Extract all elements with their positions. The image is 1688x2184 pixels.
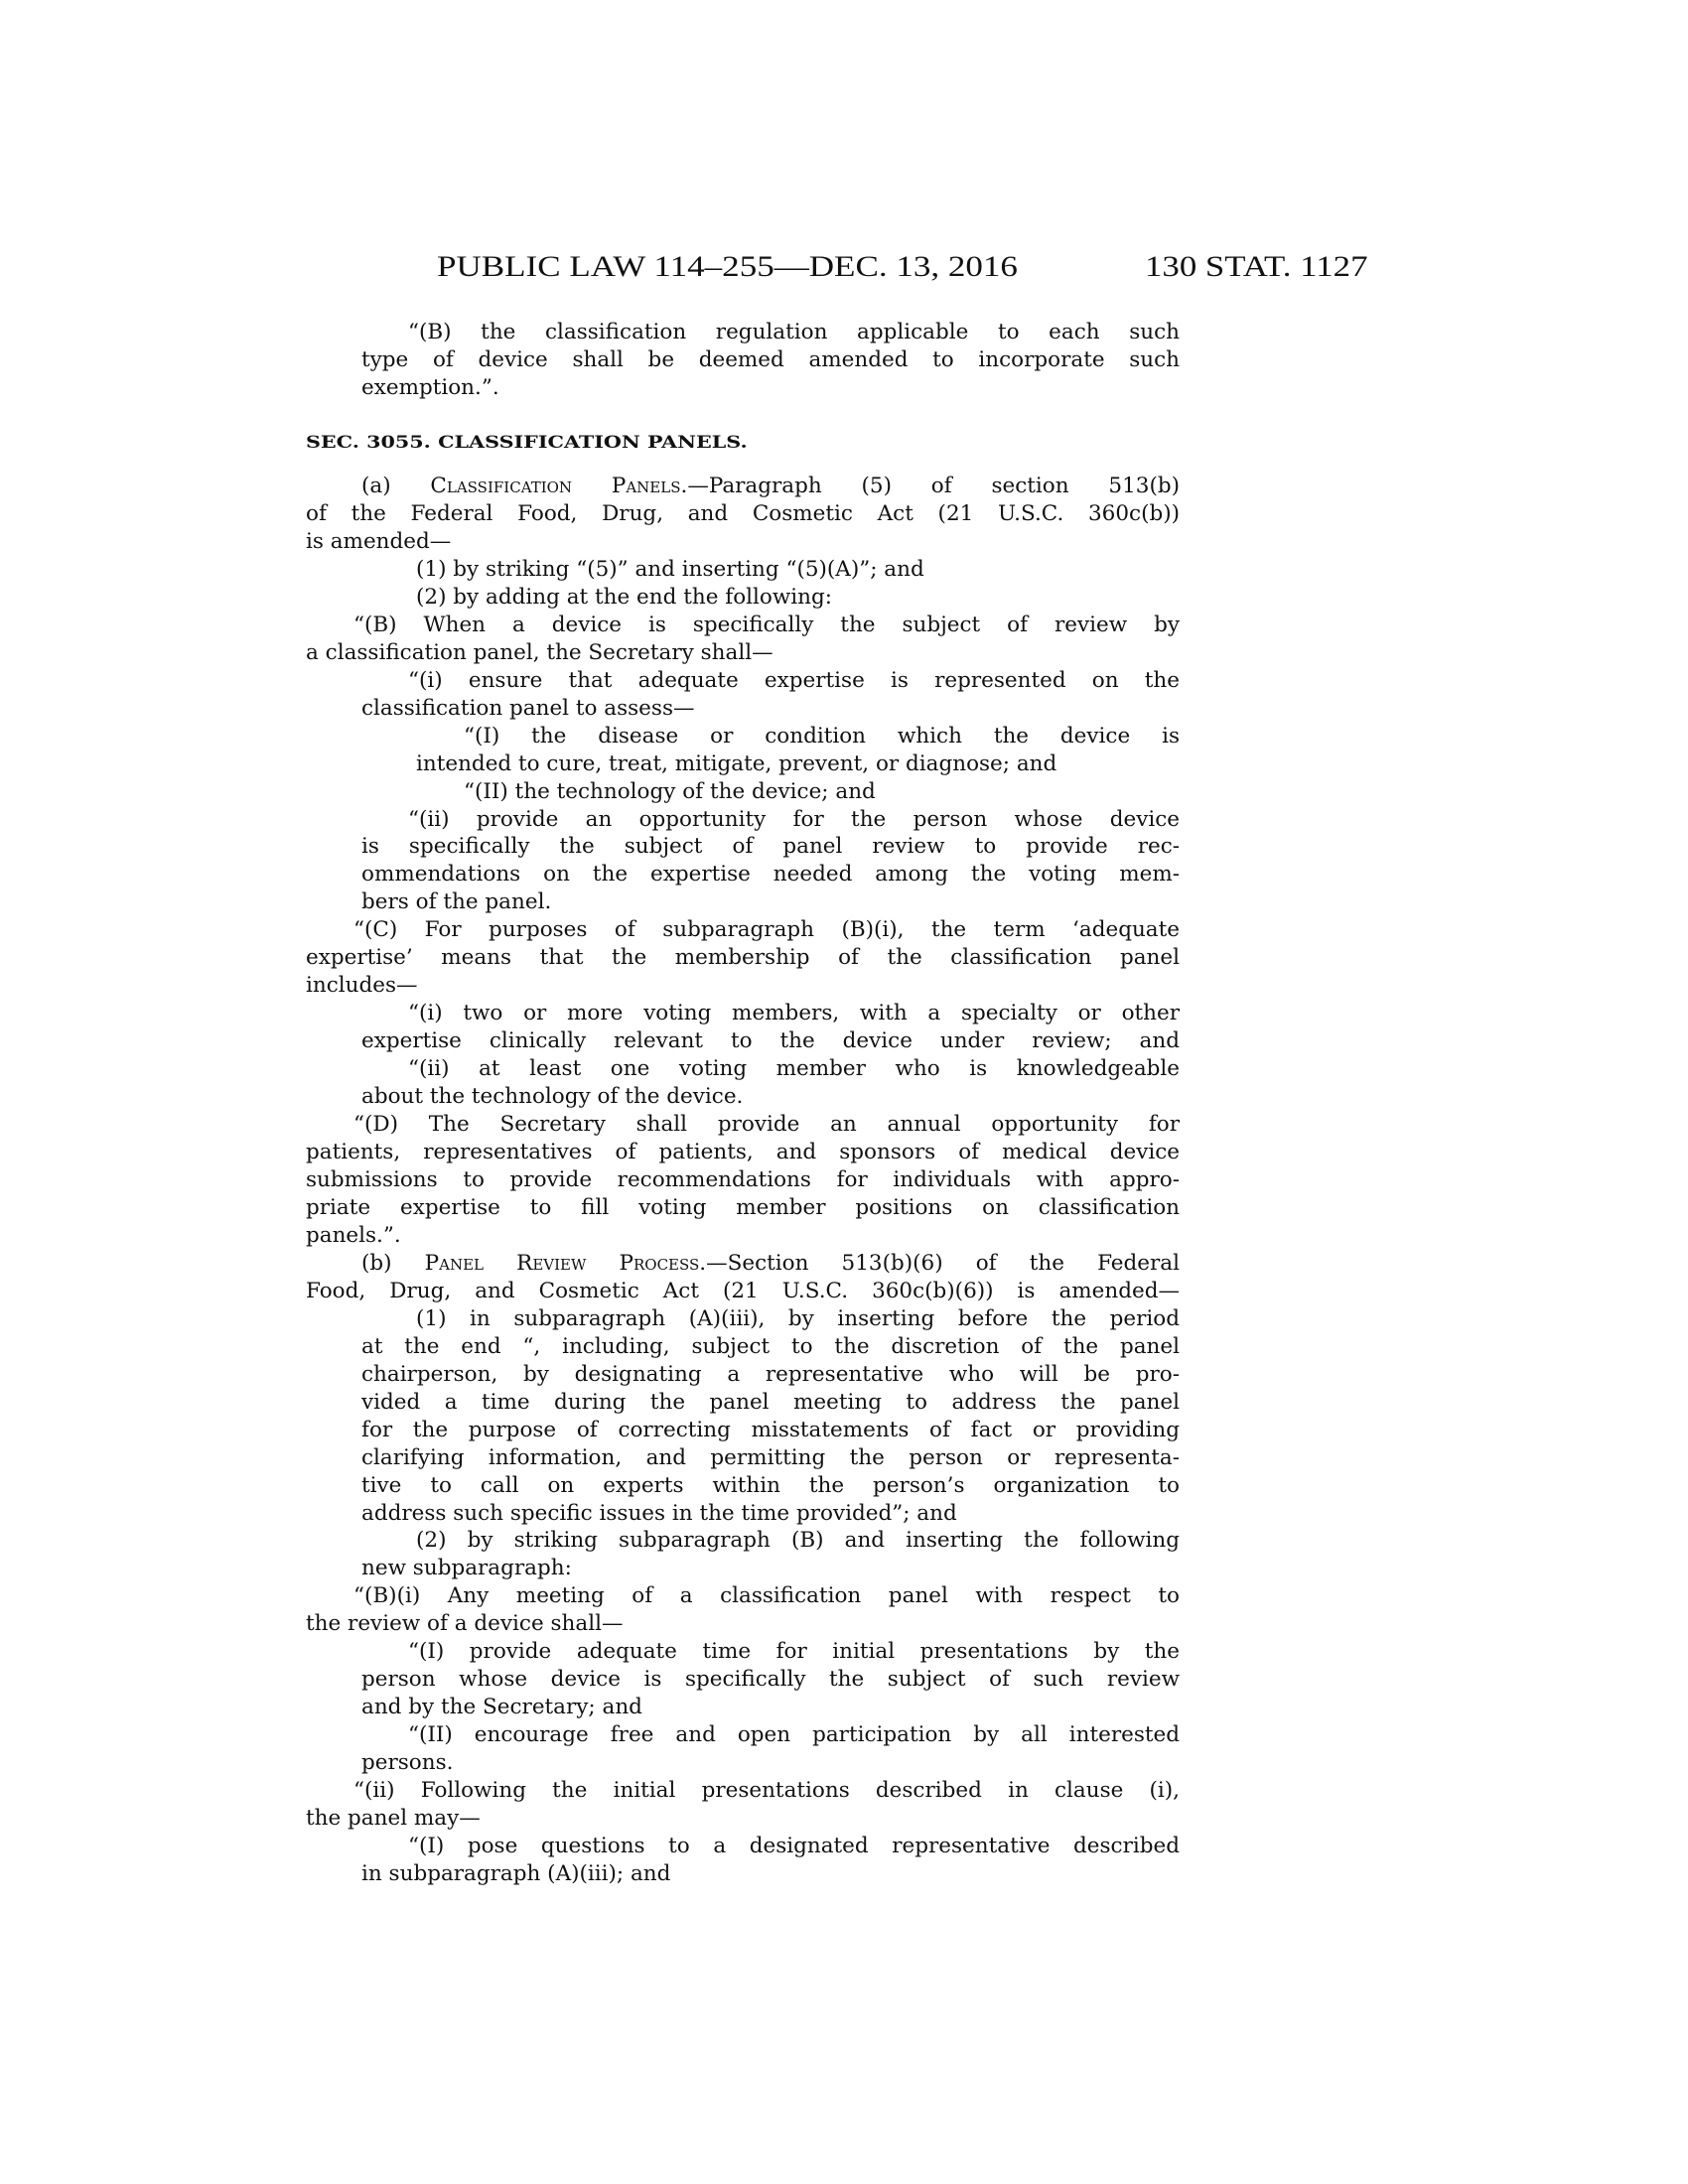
text-line: classification panel to assess—	[361, 695, 695, 721]
text-line: “(D) The Secretary shall provide an annual opportunity for	[353, 1112, 1180, 1138]
text-line: tive to call on experts within the person’s organization to	[361, 1472, 1180, 1498]
text-line: patients, representatives of patients, and sponsors of medical device	[306, 1140, 1180, 1165]
text-line: ommendations on the expertise needed among the voting mem-	[361, 862, 1180, 887]
text-line: for the purpose of correcting misstatements of fact or providing	[361, 1417, 1180, 1442]
text-line: (2) by adding at the end the following:	[416, 584, 832, 610]
text-line: Food, Drug, and Cosmetic Act (21 U.S.C. 360c(b)(6)) is amended—	[306, 1278, 1180, 1303]
text-line: “(i) ensure that adequate expertise is represented on the	[408, 667, 1180, 693]
text-line: about the technology of the device.	[361, 1084, 744, 1110]
text-line: is specifically the subject of panel review to provide rec-	[361, 834, 1180, 860]
text-line	[361, 473, 1180, 500]
paragraph-text: —Paragraph (5) of section 513(b)	[687, 474, 1180, 498]
text-line: (1) in subparagraph (A)(iii), by inserting before the period	[416, 1305, 1180, 1331]
text-line: expertise clinically relevant to the device under review; and	[361, 1028, 1180, 1054]
text-line: “(II) the technology of the device; and	[464, 778, 876, 804]
page-number: 130 STAT. 1127	[1145, 250, 1368, 283]
text-line: type of device shall be deemed amended to incorporate such	[361, 347, 1180, 372]
paragraph-heading: Classification Panels.	[430, 474, 688, 498]
paragraph-text: —Section 513(b)(6) of the Federal	[706, 1250, 1180, 1276]
text-line: “(ii) Following the initial presentations described in clause (i),	[353, 1778, 1180, 1804]
text-line: “(I) the disease or condition which the device is	[464, 723, 1180, 749]
text-line: expertise’ means that the membership of the classification panel	[306, 945, 1180, 971]
text-line: includes—	[306, 973, 418, 999]
text-line: is amended—	[306, 528, 452, 554]
text-line: the review of a device shall—	[306, 1611, 624, 1637]
text-line: vided a time during the panel meeting to address the panel	[361, 1389, 1180, 1415]
text-line: address such specific issues in the time provided”; and	[361, 1500, 957, 1526]
text-line: priate expertise to fill voting member positions on classification	[306, 1194, 1180, 1220]
text-line: (1) by striking “(5)” and inserting “(5)(A)”; and	[416, 556, 924, 582]
text-line: of the Federal Food, Drug, and Cosmetic Act (21 U.S.C. 360c(b))	[306, 500, 1180, 526]
paragraph-heading: Panel Review Process.	[424, 1250, 707, 1276]
text-line: “(B) the classification regulation applicable to each such	[408, 320, 1180, 344]
text-line: intended to cure, treat, mitigate, prevent, or diagnose; and	[416, 751, 1057, 776]
paragraph-label: (a)	[361, 474, 431, 498]
text-line: new subparagraph:	[361, 1556, 572, 1581]
text-line: submissions to provide recommendations for individuals with appro-	[306, 1167, 1180, 1192]
text-line: clarifying information, and permitting the person or representa-	[361, 1444, 1180, 1470]
running-header-title: PUBLIC LAW 114–255—DEC. 13, 2016	[437, 250, 1018, 283]
text-line: panels.”.	[306, 1222, 401, 1248]
text-line: chairperson, by designating a representative who will be pro-	[361, 1361, 1180, 1387]
text-line: a classification panel, the Secretary shall—	[306, 639, 774, 665]
text-line: “(II) encourage free and open participation by all interested	[408, 1722, 1180, 1748]
text-line: at the end “, including, subject to the discretion of the panel	[361, 1333, 1180, 1359]
text-line: persons.	[361, 1750, 454, 1776]
text-line: exemption.”.	[361, 375, 499, 400]
text-line: (2) by striking subparagraph (B) and inserting the following	[416, 1528, 1180, 1554]
text-line: person whose device is specifically the subject of such review	[361, 1667, 1180, 1693]
text-line: “(I) provide adequate time for initial presentations by the	[408, 1639, 1180, 1665]
text-line: “(I) pose questions to a designated representative described	[408, 1834, 1180, 1859]
text-line	[361, 1250, 1180, 1278]
section-heading: SEC. 3055. CLASSIFICATION PANELS.	[306, 433, 748, 453]
text-line: “(B) When a device is specifically the subject of review by	[353, 612, 1180, 637]
text-line: “(ii) at least one voting member who is knowledgeable	[408, 1056, 1180, 1082]
text-line: the panel may—	[306, 1806, 481, 1832]
text-line: “(i) two or more voting members, with a specialty or other	[408, 1001, 1180, 1026]
text-line: “(ii) provide an opportunity for the person whose device	[408, 806, 1180, 832]
paragraph-label: (b)	[361, 1250, 425, 1276]
text-line: and by the Secretary; and	[361, 1695, 642, 1720]
text-line: “(B)(i) Any meeting of a classification panel with respect to	[353, 1583, 1180, 1609]
text-line: “(C) For purposes of subparagraph (B)(i), the term ‘adequate	[353, 917, 1180, 943]
text-line: in subparagraph (A)(iii); and	[361, 1861, 671, 1886]
text-line: bers of the panel.	[361, 889, 552, 915]
